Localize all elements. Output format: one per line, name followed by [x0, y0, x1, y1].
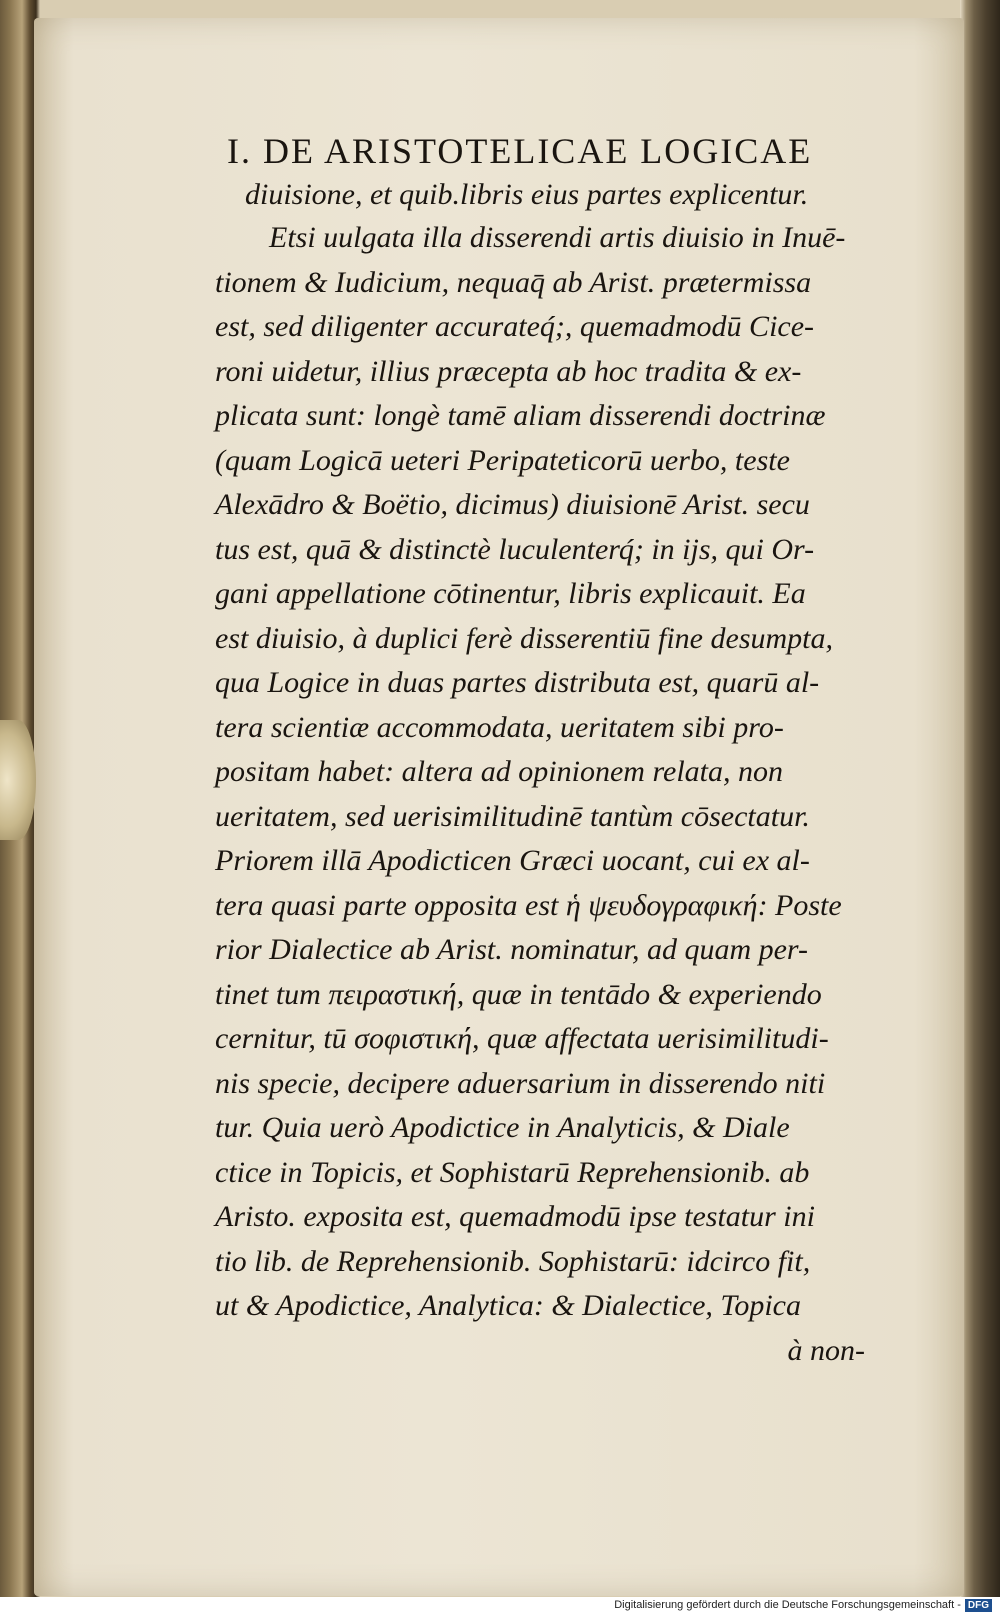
text-line: rior Dialectice ab Arist. nominatur, ad quam per-: [215, 933, 808, 966]
catchword: à non-: [787, 1333, 865, 1367]
text-line: tur. Quia uerò Apodictice in Analyticis, & Diale: [215, 1111, 790, 1144]
text-line: roni uidetur, illius præcepta ab hoc tradita & ex-: [215, 354, 802, 388]
digitization-footer: [0, 1597, 1000, 1613]
text-line: positam habet: altera ad opinionem relata, non: [215, 755, 784, 788]
text-line: qua Logice in duas partes distributa est, quarū al-: [215, 666, 820, 699]
text-line: nis specie, decipere aduersarium in disserendo niti: [215, 1066, 826, 1100]
text-line: tio lib. de Reprehensionib. Sophistarū: idcirco fit,: [215, 1244, 811, 1278]
text-line: ut & Apodictice, Analytica: & Dialectice, Topica: [215, 1289, 801, 1322]
text-line: tionem & Iudicium, nequaq̄ ab Arist. prætermissa: [215, 265, 812, 299]
text-line: ctice in Topicis, et Sophistarū Reprehensionib. ab: [215, 1155, 810, 1189]
text-line: Alexādro & Boëtio, dicimus) diuisionē Arist. secu: [215, 488, 810, 521]
text-line: tus est, quā & distinctè luculenterq́; in ijs, qui Or-: [215, 532, 815, 566]
text-line: tera scientiæ accommodata, ueritatem sibi pro-: [215, 710, 784, 744]
text-line: gani appellatione cōtinentur, libris explicauit. Ea: [215, 577, 806, 610]
text-line: tera quasi parte opposita est ἡ ψευδογραφική: Poste: [215, 888, 842, 922]
text-line: plicata sunt: longè tamē aliam disserendi doctrinæ: [215, 399, 826, 432]
text-line: tinet tum πειραστική, quæ in tentādo & experiendo: [215, 977, 822, 1011]
text-line: est diuisio, à duplici ferè disserentiū fine desumpta,: [215, 621, 833, 655]
text-line: (quam Logicā ueteri Peripateticorū uerbo, teste: [215, 443, 790, 477]
chapter-subtitle: diuisione, et quib.libris eius partes explicentur.: [245, 178, 809, 211]
book-cover-edge: [960, 0, 1000, 1597]
book-clasp: [0, 720, 36, 840]
text-line: Aristo. exposita est, quemadmodū ipse testatur ini: [215, 1200, 815, 1233]
chapter-title: I. DE ARISTOTELICAE LOGICAE: [227, 131, 813, 171]
page-text-block: [215, 128, 875, 1373]
text-line: ueritatem, sed uerisimilitudinē tantùm cōsectatur.: [215, 799, 810, 833]
footer-credit-text: Digitalisierung gefördert durch die Deutsche Forschungsgemeinschaft -: [614, 1599, 961, 1611]
dfg-logo: DFG: [965, 1599, 992, 1612]
text-line: cernitur, tū σοφιστική, quæ affectata uerisimilitudi-: [215, 1022, 829, 1055]
text-line: est, sed diligenter accurateq́;, quemadmodū Cice-: [215, 310, 815, 343]
text-line: Priorem illā Apodicticen Græci uocant, cui ex al-: [215, 844, 810, 877]
text-line: Etsi uulgata illa disserendi artis diuisio in Inuē-: [269, 221, 846, 254]
